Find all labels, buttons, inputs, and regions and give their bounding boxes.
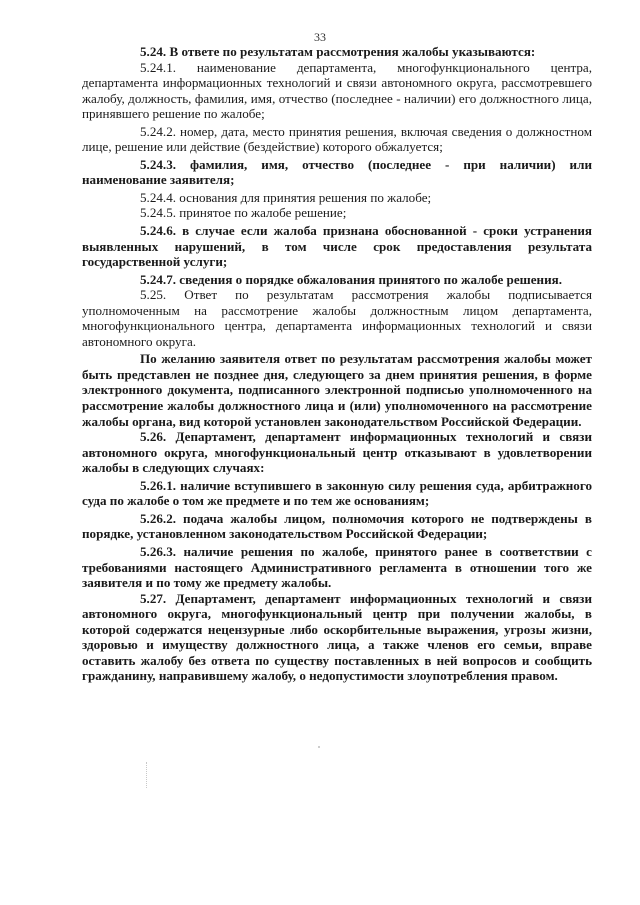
paragraph-5-24-7: 5.24.7. сведения о порядке обжалования принятого по жалобе решения. [140, 271, 562, 287]
paragraph-5-26: 5.26. Департамент, департамент информационных технологий и связи автономного округа, многофункциональный центр отказывают в удовлетворении жалобы в следующих случаях: [82, 429, 592, 476]
paragraph-5-24: 5.24. В ответе по результатам рассмотрения жалобы указываются: [140, 44, 536, 59]
scan-artifact [318, 746, 320, 748]
paragraph-5-26-3: 5.26.3. наличие решения по жалобе, принятого ранее в соответствии с требованиями настоящего Административного регламента в отношении того же заявителя и по тому же предмету жалобы. [82, 543, 592, 591]
scan-artifact [146, 762, 149, 788]
paragraph-5-26-2: 5.26.2. подача жалобы лицом, полномочия которого не подтверждены в порядке, установленном законодательством Российской Федерации; [82, 510, 592, 542]
paragraph-5-24-5: 5.24.5. принятое по жалобе решение; [140, 205, 347, 221]
paragraph-5-24-3: 5.24.3. фамилия, имя, отчество (последнее - при наличии) или наименование заявителя; [82, 156, 592, 188]
paragraph-5-25-electronic: По желанию заявителя ответ по результатам рассмотрения жалобы может быть представлен не позднее дня, следующего за днем принятия решения, в форме электронного документа, подписанного электронной подписью уполномоченного на рассмотрение жалобы должностного лица и (или) уполномоченного на рассмотрение жалобы органа, вид которой установлен законодательством Российской Федерации. [82, 351, 592, 429]
paragraph-5-24-4: 5.24.4. основания для принятия решения по жалобе; [140, 189, 432, 205]
paragraph-5-24-2: 5.24.2. номер, дата, место принятия решения, включая сведения о должностном лице, решение или действие (бездействие) которого обжалуется; [82, 123, 592, 155]
paragraph-5-24-1: 5.24.1. наименование департамента, многофункционального центра, департамента информационных технологий и связи автономного округа, рассмотревшего жалобу, должность, фамилия, имя, отчество (последнее - наличии) его должностного лица, принявшего решение по жалобе; [82, 59, 592, 122]
document-body [82, 44, 592, 684]
paragraph-5-24-6: 5.24.6. в случае если жалоба признана обоснованной - сроки устранения выявленных нарушений, в том числе срок предоставления результата государственной услуги; [82, 223, 592, 270]
paragraph-5-27: 5.27. Департамент, департамент информационных технологий и связи автономного округа, многофункциональный центр при получении жалобы, в которой содержатся нецензурные либо оскорбительные выражения, угрозы жизни, здоровью и имуществу должностного лица, а также членов его семьи, вправе оставить жалобу без ответа по существу поставленных в ней вопросов и сообщить гражданину, направившему жалобу, о недопустимости злоупотребления правом. [82, 590, 592, 684]
page-number: 33 [314, 30, 326, 44]
paragraph-5-26-1: 5.26.1. наличие вступившего в законную силу решения суда, арбитражного суда по жалобе о том же предмете и по тем же основаниям; [82, 477, 592, 509]
paragraph-5-25: 5.25. Ответ по результатам рассмотрения жалобы подписывается уполномоченным на рассмотрение жалобы должностным лицом департамента, многофункционального центра, департамента информационных технологий и связи автономного округа. [82, 287, 592, 349]
